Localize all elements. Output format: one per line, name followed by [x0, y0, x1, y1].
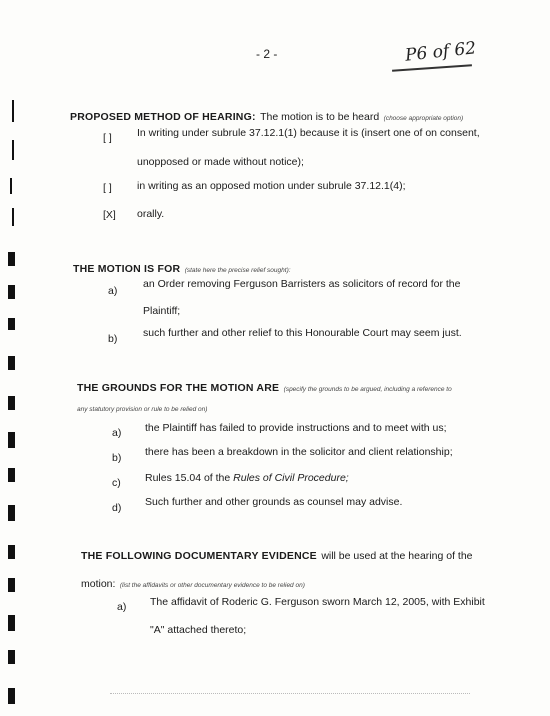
evidence-item-a-label: a) [117, 601, 127, 613]
motion-for-item-b-line1: such further and other relief to this Honourable Court may seem just. [143, 327, 462, 339]
grounds-heading-line [77, 378, 452, 396]
method-heading: PROPOSED METHOD OF HEARING: [70, 111, 256, 123]
method-option-3-mark: [X] [103, 209, 116, 221]
grounds-item-c-label: c) [112, 477, 121, 489]
grounds-item-c-italic: Rules of Civil Procedure; [233, 472, 349, 484]
faint-scan-noise [110, 693, 470, 695]
evidence-heading: THE FOLLOWING DOCUMENTARY EVIDENCE [81, 550, 317, 562]
motion-for-instruction: (state here the precise relief sought): [184, 267, 291, 274]
grounds-item-d-text: Such further and other grounds as counsel may advise. [145, 496, 403, 508]
grounds-item-b-text: there has been a breakdown in the solicitor and client relationship; [145, 446, 453, 458]
evidence-item-a-line2: "A" attached thereto; [150, 624, 247, 636]
motion-for-item-a-line2: Plaintiff; [143, 305, 181, 317]
motion-for-item-b-label: b) [108, 333, 118, 345]
evidence-motion-word: motion: [81, 578, 116, 590]
method-intro: The motion is to be heard [260, 111, 380, 123]
grounds-item-b-label: b) [112, 452, 122, 464]
grounds-heading: THE GROUNDS FOR THE MOTION ARE [77, 382, 280, 394]
grounds-item-c-line [145, 472, 349, 484]
method-option-3-line1: orally. [137, 208, 165, 220]
evidence-heading-line [81, 546, 473, 564]
method-instruction: (choose appropriate option) [383, 115, 464, 122]
evidence-heading-rest: will be used at the hearing of the [321, 550, 473, 562]
grounds-item-c-text: Rules 15.04 of the [145, 472, 231, 484]
evidence-line-2 [81, 574, 305, 592]
method-option-2-line1: in writing as an opposed motion under subrule 37.12.1(4); [137, 180, 406, 192]
handwritten-page-annotation: P6 of 62 [404, 38, 478, 66]
page-number: - 2 - [256, 47, 278, 61]
grounds-instruction-2: any statutory provision or rule to be relied on) [77, 406, 208, 413]
handwritten-underline [392, 64, 472, 72]
method-heading-line [70, 107, 463, 125]
motion-for-item-a-line1: an Order removing Ferguson Barristers as solicitors of record for the [143, 278, 461, 290]
method-option-2-mark: [ ] [103, 182, 112, 194]
method-option-1-line2: unopposed or made without notice); [137, 156, 304, 168]
motion-for-item-a-label: a) [108, 285, 118, 297]
grounds-instruction-1: (specify the grounds to be argued, including a reference to [283, 386, 452, 393]
grounds-item-a-label: a) [112, 427, 122, 439]
evidence-item-a-line1: The affidavit of Roderic G. Ferguson sworn March 12, 2005, with Exhibit [150, 596, 485, 608]
grounds-item-d-label: d) [112, 502, 122, 514]
motion-for-heading: THE MOTION IS FOR [73, 263, 181, 275]
method-option-1-line1: In writing under subrule 37.12.1(1) because it is (insert one of on consent, [137, 127, 480, 139]
method-option-1-mark: [ ] [103, 132, 112, 144]
grounds-item-a-text: the Plaintiff has failed to provide instructions and to meet with us; [145, 422, 447, 434]
evidence-instruction: (list the affidavits or other documentary evidence to be relied on) [119, 582, 305, 589]
motion-for-heading-line [73, 259, 291, 277]
